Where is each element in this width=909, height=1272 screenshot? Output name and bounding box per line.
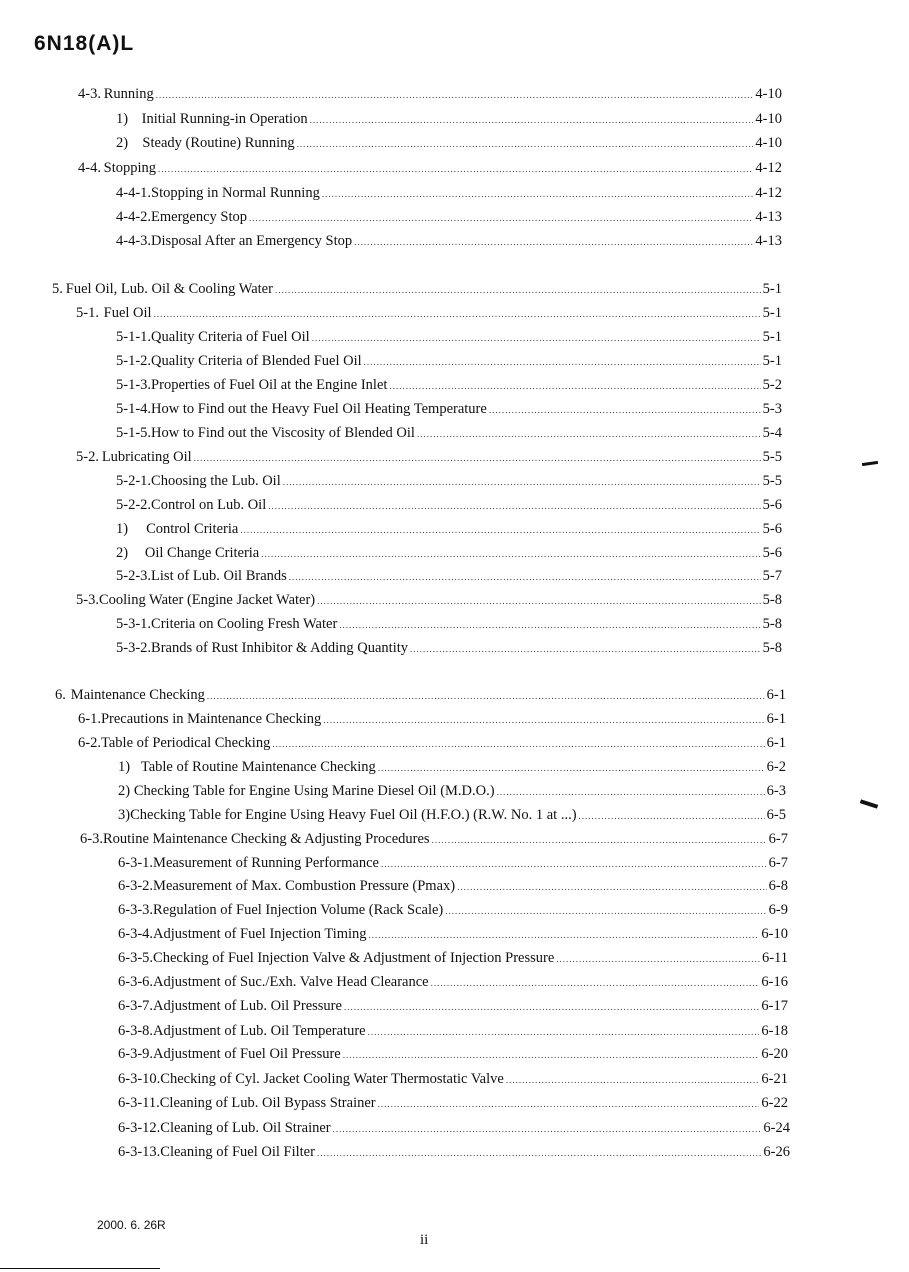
toc-entry-number: 5-1-3. — [116, 377, 152, 393]
toc-entry-title: Initial Running-in Operation — [141, 111, 308, 127]
toc-entry-number: 5-2. — [76, 449, 99, 465]
toc-entry-page: 4-13 — [755, 233, 782, 249]
toc-entry-title: Regulation of Fuel Injection Volume (Rack Scale) — [153, 902, 444, 918]
dot-leader — [431, 978, 760, 988]
toc-entry — [118, 1071, 788, 1091]
toc-entry — [80, 831, 788, 851]
toc-entry-title: Adjustment of Lub. Oil Pressure — [153, 998, 342, 1014]
dot-leader — [381, 859, 767, 869]
toc-entry — [118, 759, 786, 779]
toc-entry-title: Adjustment of Lub. Oil Temperature — [153, 1023, 366, 1039]
toc-entry-page: 6-20 — [761, 1046, 788, 1062]
toc-entry-number: 5-3-2. — [116, 640, 152, 656]
toc-entry — [116, 353, 782, 373]
toc-entry — [116, 640, 782, 660]
dot-leader — [410, 644, 761, 654]
dot-leader — [489, 405, 761, 415]
toc-entry — [76, 305, 782, 325]
toc-entry-number: 5-1. — [76, 305, 99, 321]
toc-entry-page: 6-7 — [768, 831, 788, 847]
dot-leader — [343, 1050, 760, 1060]
toc-entry-page: 6-18 — [761, 1023, 788, 1039]
dot-leader — [154, 309, 761, 319]
toc-entry-page: 4-13 — [755, 209, 782, 225]
toc-entry-number: 1) — [118, 759, 131, 775]
toc-entry — [116, 185, 782, 205]
toc-entry-number: 5-3. — [76, 592, 99, 608]
dot-leader — [317, 1148, 761, 1158]
toc-entry-page: 5-2 — [762, 377, 782, 393]
toc-entry-page: 6-5 — [766, 807, 786, 823]
dot-leader — [354, 237, 753, 247]
toc-entry — [116, 497, 782, 517]
toc-entry-title: Stopping in Normal Running — [151, 185, 320, 201]
toc-entry — [118, 1046, 788, 1066]
toc-entry-number: 6-3-1. — [118, 855, 154, 871]
toc-entry — [118, 998, 788, 1018]
toc-entry-title: Steady (Routine) Running — [142, 135, 295, 151]
dot-leader — [261, 549, 760, 559]
margin-mark — [862, 461, 878, 466]
toc-entry — [78, 711, 786, 731]
toc-entry-page: 6-11 — [761, 950, 788, 966]
toc-entry — [116, 135, 782, 155]
toc-entry-title: Measurement of Running Performance — [153, 855, 379, 871]
toc-entry-page: 6-9 — [768, 902, 788, 918]
toc-entry-page: 5-6 — [762, 497, 782, 513]
margin-mark — [860, 799, 878, 808]
toc-entry — [76, 592, 782, 612]
toc-entry-title: Criteria on Cooling Fresh Water — [151, 616, 338, 632]
toc-entry-title: Oil Change Criteria — [144, 545, 260, 561]
toc-entry-number: 6-3-3. — [118, 902, 154, 918]
toc-entry-title: Table of Routine Maintenance Checking — [140, 759, 376, 775]
toc-entry-number: 1) — [116, 111, 129, 127]
footer-rule — [0, 1268, 160, 1269]
toc-entry-title: Control Criteria — [146, 521, 239, 537]
dot-leader — [445, 906, 766, 916]
toc-entry-page: 5-5 — [762, 473, 782, 489]
model-heading: 6N18(A)L — [34, 32, 135, 55]
dot-leader — [312, 333, 761, 343]
toc-entry-number: 6-3-5. — [118, 950, 154, 966]
toc-entry-page: 4-10 — [755, 111, 782, 127]
dot-leader — [240, 525, 760, 535]
dot-leader — [556, 954, 760, 964]
toc-entry-title: Checking Table for Engine Using Marine Diesel Oil (M.D.O.) — [133, 783, 495, 799]
toc-entry — [78, 735, 786, 755]
toc-entry-title: Precautions in Maintenance Checking — [100, 711, 322, 727]
toc-entry-page: 6-1 — [766, 687, 786, 703]
dot-leader — [417, 429, 761, 439]
toc-entry-page: 6-2 — [766, 759, 786, 775]
toc-entry-title: Adjustment of Fuel Injection Timing — [153, 926, 367, 942]
toc-entry-number: 5-2-2. — [116, 497, 152, 513]
toc-entry-page: 6-10 — [761, 926, 788, 942]
toc-entry-title: How to Find out the Heavy Fuel Oil Heating Temperature — [151, 401, 487, 417]
dot-leader — [317, 596, 761, 606]
toc-entry-number: 5-2-1. — [116, 473, 152, 489]
dot-leader — [272, 739, 764, 749]
dot-leader — [275, 285, 761, 295]
toc-entry-number: 2) — [116, 135, 129, 151]
toc-entry — [118, 926, 788, 946]
toc-entry — [118, 1144, 790, 1164]
toc-entry — [76, 449, 782, 469]
toc-entry-page: 5-8 — [762, 640, 782, 656]
toc-entry-title: Cleaning of Lub. Oil Bypass Strainer — [159, 1095, 376, 1111]
toc-entry — [116, 377, 782, 397]
toc-entry — [116, 545, 782, 565]
toc-entry — [78, 160, 782, 180]
toc-entry-page: 6-1 — [766, 735, 786, 751]
dot-leader — [369, 930, 760, 940]
toc-entry — [116, 425, 782, 445]
toc-entry-number: 6-3-11. — [118, 1095, 160, 1111]
toc-entry — [118, 783, 786, 803]
toc-entry-number: 1) — [116, 521, 129, 537]
toc-entry-page: 5-1 — [762, 329, 782, 345]
dot-leader — [283, 477, 761, 487]
toc-entry-page: 6-26 — [763, 1144, 790, 1160]
dot-leader — [289, 572, 761, 582]
toc-entry-title: Measurement of Max. Combustion Pressure (Pmax) — [153, 878, 456, 894]
toc-entry-page: 4-12 — [755, 160, 782, 176]
toc-entry-page: 6-3 — [766, 783, 786, 799]
toc-entry-number: 5-3-1. — [116, 616, 152, 632]
toc-entry-page: 5-6 — [762, 545, 782, 561]
toc-entry-title: Adjustment of Fuel Oil Pressure — [153, 1046, 341, 1062]
toc-entry-number: 4-4-3. — [116, 233, 152, 249]
dot-leader — [297, 139, 754, 149]
toc-entry — [118, 1023, 788, 1043]
toc-entry-page: 5-4 — [762, 425, 782, 441]
dot-leader — [432, 835, 767, 845]
dot-leader — [310, 115, 754, 125]
toc-entry — [116, 401, 782, 421]
toc-entry-title: Checking of Fuel Injection Valve & Adjustment of Injection Pressure — [153, 950, 555, 966]
toc-entry-page: 6-17 — [761, 998, 788, 1014]
dot-leader — [368, 1027, 760, 1037]
toc-entry-title: Properties of Fuel Oil at the Engine Inlet — [151, 377, 388, 393]
toc-entry-number: 6-1. — [78, 711, 101, 727]
dot-leader — [378, 763, 765, 773]
toc-entry-number: 6-3-10. — [118, 1071, 161, 1087]
toc-entry-number: 6-3-9. — [118, 1046, 154, 1062]
toc-entry — [52, 281, 782, 301]
toc-entry — [118, 974, 788, 994]
toc-entry-title: Lubricating Oil — [101, 449, 192, 465]
toc-entry-page: 6-7 — [768, 855, 788, 871]
toc-entry-number: 6. — [55, 687, 66, 703]
toc-entry-title: Cleaning of Lub. Oil Strainer — [160, 1120, 331, 1136]
toc-entry-page: 6-24 — [763, 1120, 790, 1136]
toc-entry-number: 3) — [118, 807, 131, 823]
toc-entry-page: 6-1 — [766, 711, 786, 727]
dot-leader — [457, 882, 767, 892]
toc-entry-page: 5-8 — [762, 592, 782, 608]
toc-entry-title: Quality Criteria of Blended Fuel Oil — [151, 353, 362, 369]
dot-leader — [389, 381, 760, 391]
dot-leader — [344, 1002, 759, 1012]
toc-entry-number: 5-1-2. — [116, 353, 152, 369]
toc-entry-page: 6-8 — [768, 878, 788, 894]
toc-entry-title: Emergency Stop — [151, 209, 248, 225]
page-number: ii — [420, 1232, 429, 1248]
toc-entry — [116, 111, 782, 131]
dot-leader — [378, 1099, 760, 1109]
toc-entry-number: 6-3. — [80, 831, 103, 847]
toc-entry — [116, 616, 782, 636]
toc-entry-number: 5-1-4. — [116, 401, 152, 417]
dot-leader — [364, 357, 761, 367]
toc-entry — [116, 473, 782, 493]
toc-entry-page: 4-10 — [755, 86, 782, 102]
toc-entry-number: 6-3-2. — [118, 878, 154, 894]
toc-entry-page: 5-7 — [762, 568, 782, 584]
toc-entry-number: 4-4-1. — [116, 185, 152, 201]
toc-entry-title: Disposal After an Emergency Stop — [151, 233, 353, 249]
toc-entry — [118, 902, 788, 922]
toc-entry-title: Choosing the Lub. Oil — [151, 473, 281, 489]
toc-entry-number: 6-3-13. — [118, 1144, 161, 1160]
dot-leader — [249, 213, 753, 223]
dot-leader — [339, 620, 760, 630]
toc-entry-number: 5-1-1. — [116, 329, 152, 345]
dot-leader — [194, 453, 761, 463]
dot-leader — [506, 1075, 760, 1085]
toc-entry-title: Brands of Rust Inhibitor & Adding Quantity — [151, 640, 409, 656]
toc-entry-page: 5-3 — [762, 401, 782, 417]
toc-entry-page: 5-1 — [762, 281, 782, 297]
toc-entry-title: Stopping — [103, 160, 157, 176]
toc-entry — [116, 233, 782, 253]
toc-entry-page: 5-1 — [762, 305, 782, 321]
toc-entry — [118, 950, 788, 970]
toc-entry-page: 4-12 — [755, 185, 782, 201]
toc-entry-page: 6-22 — [761, 1095, 788, 1111]
toc-entry-title: Adjustment of Suc./Exh. Valve Head Clearance — [153, 974, 429, 990]
dot-leader — [323, 715, 764, 725]
toc-entry-number: 6-3-12. — [118, 1120, 161, 1136]
toc-entry — [118, 1120, 790, 1140]
toc-entry-number: 6-2. — [78, 735, 101, 751]
dot-leader — [158, 164, 753, 174]
toc-entry — [116, 568, 782, 588]
toc-entry-page: 6-21 — [761, 1071, 788, 1087]
toc-entry-number: 4-3. — [78, 86, 101, 102]
toc-entry-page: 5-8 — [762, 616, 782, 632]
dot-leader — [268, 501, 760, 511]
toc-entry-number: 4-4-2. — [116, 209, 152, 225]
toc-entry — [118, 878, 788, 898]
dot-leader — [579, 811, 765, 821]
toc-entry-number: 5. — [52, 281, 63, 297]
toc-entry-number: 2) — [118, 783, 131, 799]
toc-entry — [116, 521, 782, 541]
toc-entry-title: Quality Criteria of Fuel Oil — [151, 329, 310, 345]
toc-entry — [118, 855, 788, 875]
toc-entry — [78, 86, 782, 106]
revision-date: 2000. 6. 26R — [97, 1218, 166, 1232]
toc-entry-title: Checking Table for Engine Using Heavy Fuel Oil (H.F.O.) (R.W. No. 1 at ...) — [130, 807, 577, 823]
toc-entry-page: 5-5 — [762, 449, 782, 465]
toc-entry — [116, 209, 782, 229]
toc-entry-number: 6-3-4. — [118, 926, 154, 942]
toc-entry-number: 6-3-7. — [118, 998, 154, 1014]
toc-entry-page: 4-10 — [755, 135, 782, 151]
toc-entry-title: Control on Lub. Oil — [151, 497, 267, 513]
toc-entry — [55, 687, 786, 707]
toc-entry-number: 6-3-6. — [118, 974, 154, 990]
toc-entry — [116, 329, 782, 349]
dot-leader — [156, 90, 754, 100]
toc-entry-title: Routine Maintenance Checking & Adjusting Procedures — [102, 831, 430, 847]
toc-entry-number: 5-2-3. — [116, 568, 152, 584]
toc-entry — [118, 1095, 788, 1115]
toc-entry-number: 2) — [116, 545, 129, 561]
toc-entry-title: Maintenance Checking — [70, 687, 205, 703]
toc-entry-number: 4-4. — [78, 160, 101, 176]
dot-leader — [207, 691, 765, 701]
toc-entry-number: 6-3-8. — [118, 1023, 154, 1039]
toc-entry-title: Cooling Water (Engine Jacket Water) — [98, 592, 316, 608]
toc-entry-title: How to Find out the Viscosity of Blended Oil — [151, 425, 415, 441]
toc-entry-title: Fuel Oil, Lub. Oil & Cooling Water — [65, 281, 273, 297]
toc-entry — [118, 807, 786, 827]
toc-entry-title: Running — [103, 86, 154, 102]
toc-entry-title: List of Lub. Oil Brands — [151, 568, 287, 584]
dot-leader — [322, 189, 754, 199]
dot-leader — [497, 787, 765, 797]
toc-entry-number: 5-1-5. — [116, 425, 152, 441]
toc-entry-title: Fuel Oil — [103, 305, 152, 321]
toc-entry-title: Cleaning of Fuel Oil Filter — [160, 1144, 315, 1160]
toc-entry-page: 6-16 — [761, 974, 788, 990]
toc-entry-page: 5-1 — [762, 353, 782, 369]
dot-leader — [333, 1124, 762, 1134]
toc-entry-title: Table of Periodical Checking — [101, 735, 271, 751]
toc-entry-title: Checking of Cyl. Jacket Cooling Water Thermostatic Valve — [160, 1071, 504, 1087]
toc-entry-page: 5-6 — [762, 521, 782, 537]
